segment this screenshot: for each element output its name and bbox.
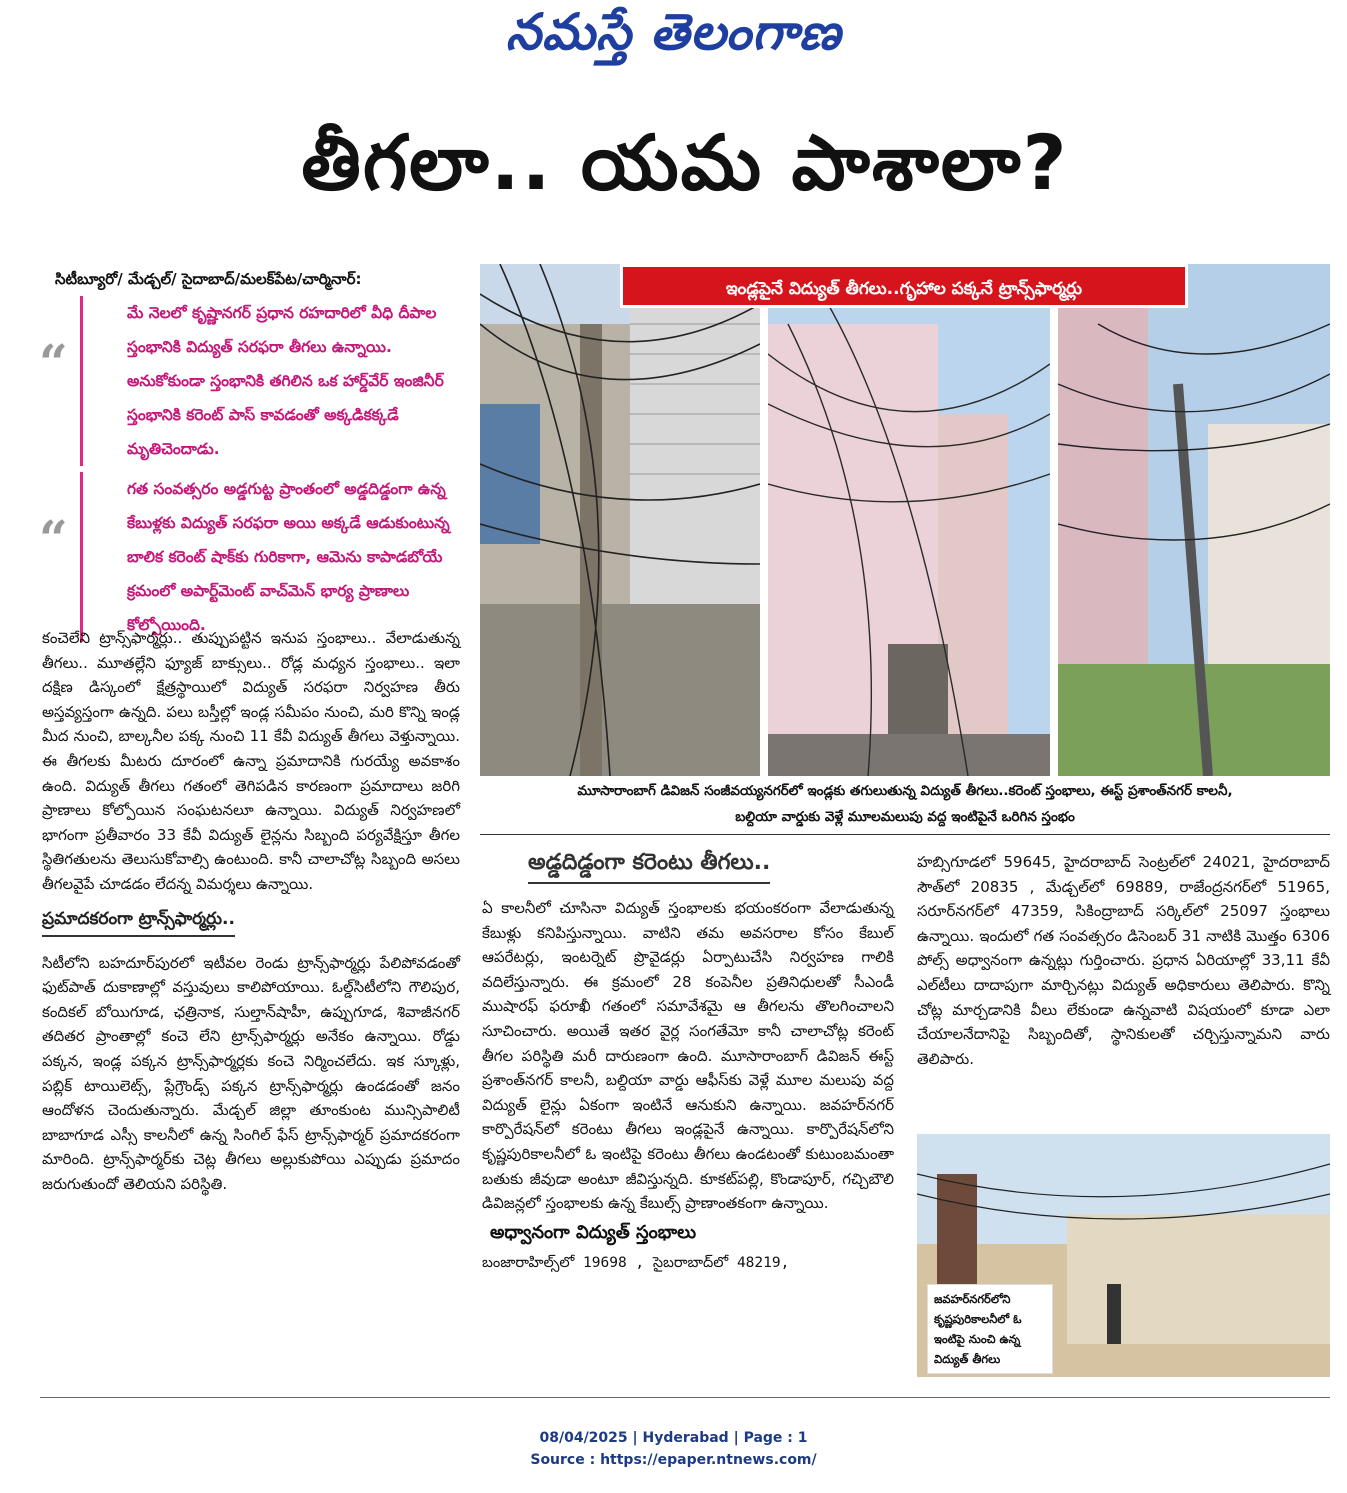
body-paragraph: హబ్సిగూడలో 59645, హైదరాబాద్ సెంట్రల్‌లో 24021, హైదరాబాద్ సౌత్‌లో 20835 , మేడ్చల్‌లో 69889, రాజేంద్రనగర్‌లో 51965, సరూర్‌నగర్‌లో 47359, సికింద్రాబాద్ సర్కిల్‌లో 25097 స్తంభాలు ఉన్నాయి. ఇందులో గత సంవత్సరం డిసెంబర్ 31 నాటికి మొత్తం 6306 పోల్స్ అధ్వానంగా ఉన్నట్లు గుర్తించారు. ప్రధాన ఏరియాల్లో 33,11 కేవీ ఎల్‌టీలు దాదాపుగా మార్చినట్లు విద్యుత్ అధికారులు తెలిపారు. కొన్ని చోట్ల మార్చడానికి వీలు లేకుండా ఉన్నవాటి విషయంలో కూడా ఎలా చేయాలనేదానిపై సిబ్బందితో, స్థానికులతో చర్చిస్తున్నామని వారు తెలిపారు.: [917, 853, 1330, 1068]
subheading: అధ్వానంగా విద్యుత్ స్తంభాలు: [490, 1221, 697, 1243]
pull-quotes: [40, 296, 460, 648]
photo-caption: మూసారాంబాగ్ డివిజన్ సంజీవయ్యనగర్‌లో ఇండ్లకు తగులుతున్న విద్యుత్ తీగలు..కరెంట్ స్తంభాలు, ఈస్ట్ ప్రశాంత్‌నగర్ కాలనీ, బల్దియా వార్డుకు వెళ్లే మూలమలుపు వద్ద ఇంటిపైనే ఒరిగిన స్తంభం: [480, 778, 1330, 835]
subheading: ప్రమాదకరంగా ట్రాన్స్‌ఫార్మర్లు..: [42, 909, 235, 937]
photo-tilted-pole: [1058, 264, 1330, 776]
small-photo: [917, 1134, 1330, 1377]
masthead-logo: నమస్తే తెలంగాణ: [505, 2, 842, 61]
pull-quote: “ గత సంవత్సరం అడ్డగుట్ట ప్రాంతంలో అడ్డదిడ్డంగా ఉన్న కేబుళ్లకు విద్యుత్ సరఫరా అయి అక్కడే ఆడుకుంటున్న బాలిక కరెంట్ షాక్‌కు గురికాగా, ఆమెను కాపాడబోయే క్రమంలో అపార్ట్‌మెంట్ వాచ్‌మెన్ భార్య ప్రాణాలు కోల్పోయింది.: [80, 472, 460, 642]
quote-mark-icon: “: [39, 333, 68, 392]
column-1: [42, 626, 460, 1196]
photo-wires-building-2: [768, 264, 1050, 776]
column-3: [917, 850, 1330, 1071]
footer: [0, 1427, 1347, 1471]
body-paragraph: బంజారాహిల్స్‌లో 19698 , సైబరాబాద్‌లో 48219,: [482, 1254, 790, 1271]
photo-caption: జవహర్‌నగర్‌లోని కృష్ణపురికాలనీలో ఓ ఇంటిపై నుంచి ఉన్న విద్యుత్ తీగలు: [927, 1284, 1053, 1374]
footer-date-page: 08/04/2025 | Hyderabad | Page : 1: [539, 1430, 808, 1446]
body-paragraph: ఏ కాలనీలో చూసినా విద్యుత్ స్తంభాలకు భయంకరంగా వేలాడుతున్న కేబుళ్లు కనిపిస్తున్నాయి. వాటిని తమ అవసరాల కోసం కేబుల్ ఆపరేటర్లు, ఇంటర్నెట్ ప్రొవైడర్లు ఏర్పాటుచేసి నిర్వహణ గాలికి వదిలేస్తున్నారు. ఈ క్రమంలో 28 కంపెనీల ప్రతినిధులతో సీఎండీ ముషారఫ్ ఫరూఖీ గతంలో సమావేశమై ఆ తీగలను తొలగించాలని సూచించారు. అయితే ఇతర వైర్ల సంగతేమో కానీ చాలాచోట్ల కరెంట్ తీగల పరిస్థితి మరీ దారుణంగా ఉంది. మూసారాంబాగ్ డివిజన్ ఈస్ట్ ప్రశాంత్‌నగర్ కాలనీ, బల్దియా వార్డు ఆఫీస్‌కు వెళ్లే మూల మలుపు వద్ద విద్యుత్ లైన్లు ఏకంగా ఇంటినే ఆనుకుని ఉన్నాయి. జవహర్‌నగర్ కార్పొరేషన్‌లో కరెంటు తీగలు ఇండ్లపైనే ఉన్నాయి. కార్పొరేషన్‌లోని కృష్ణపురికాలనీలో ఓ ఇంటిపై కరెంటు తీగలు ఉండటంతో కుటుంబమంతా బతుకు జీవుడా అంటూ జీవిస్తున్నది. కూకట్‌పల్లి, కొండాపూర్, గచ్చిబౌలి డివిజన్లలో స్తంభాలకు ఉన్న కేబుల్స్ ప్రాణాంతకంగా ఉన్నాయి.: [482, 899, 894, 1213]
photo-wires-building-1: [480, 264, 760, 776]
pull-quote: “ మే నెలలో కృష్ణానగర్ ప్రధాన రహదారిలో వీధి దీపాల స్తంభానికి విద్యుత్ సరఫరా తీగలు ఉన్నాయి. అనుకోకుండా స్తంభానికి తగిలిన ఒక హార్డ్‌వేర్ ఇంజినీర్ స్తంభానికి కరెంట్ పాస్ కావడంతో అక్కడికక్కడే మృతిచెందాడు.: [80, 296, 460, 466]
body-paragraph: సిటీలోని బహదూర్‌పురలో ఇటీవల రెండు ట్రాన్స్‌ఫార్మర్లు పేలిపోవడంతో ఫుట్‌పాత్ దుకాణాల్లో వస్తువులు కాలిపోయాయి. ఓల్డ్‌సిటీలోని గౌలిపుర, కందికల్ బోయిగూడ, ఛత్రినాక, సుల్తాన్‌షాహీ, ఉప్పుగూడ, శివాజీనగర్ తదితర ప్రాంతాల్లో కంచె లేని ట్రాన్స్‌ఫార్మర్లు అనేకం ఉన్నాయి. రోడ్డు పక్కన, ఇండ్ల పక్కన ట్రాన్స్‌ఫార్మర్లకు కంచె నిర్మించలేదు. ఇక స్కూళ్లు, పబ్లిక్ టాయిలెట్స్, ప్లేగ్రౌండ్స్ పక్కన ట్రాన్స్‌ఫార్మర్లు ఉండడంతో జనం ఆందోళన చెందుతున్నారు. మేడ్చల్ జిల్లా తూంకుంట మున్సిపాలిటీ బాబాగూడ ఎస్సీ కాలనీలో ఉన్న సింగిల్ ఫేస్ ట్రాన్స్‌ఫార్మర్ ప్రమాదకరంగా మారింది. ట్రాన్స్‌ఫార్మర్‌కు చెట్ల తీగలు అల్లుకుపోయి ఎప్పుడు ప్రమాదం జరుగుతుందో తెలియని పరిస్థితి.: [42, 953, 460, 1193]
dateline: సిటీబ్యూరో/ మేడ్చల్/ సైదాబాద్/మలక్‌పేట/చార్మినార్:: [55, 270, 362, 288]
divider: [40, 1397, 1330, 1398]
quote-mark-icon: “: [39, 509, 68, 568]
column-2: [482, 850, 894, 1275]
headline: తీగలా.. యమ పాశాలా?: [301, 118, 1069, 207]
photo-banner: ఇండ్లపైనే విద్యుత్ తీగలు..గృహాల పక్కనే ట్రాన్స్‌ఫార్మర్లు: [620, 264, 1188, 308]
body-paragraph: కంచెలేని ట్రాన్స్‌ఫార్మర్లు.. తుప్పుపట్టిన ఇనుప స్తంభాలు.. వేలాడుతున్న తీగలు.. మూతల్లేని ఫ్యూజ్ బాక్సులు.. రోడ్ల మధ్యన స్తంభాలు.. ఇలా దక్షిణ డిస్కంలో క్షేత్రస్థాయిలో విద్యుత్ సరఫరా నిర్వహణ తీరు అస్తవ్యస్తంగా ఉన్నది. పలు బస్తీల్లో ఇండ్ల సమీపం నుంచి, మరి కొన్ని ఇండ్ల మీద నుంచి, బాల్కనీల పక్క నుంచి 11 కేవీ విద్యుత్ తీగలు వెళ్తున్నాయి. ఈ తీగలకు మీటరు దూరంలో ఉన్నా ప్రమాదానికి గురయ్యే అవకాశం ఉంది. విద్యుత్ తీగలు గతంలో తెగిపడిన కారణంగా ప్రమాదాలు జరిగి ప్రాణాలు కోల్పోయిన సంఘటనలూ ఉన్నాయి. విద్యుత్ నిర్వహణలో భాగంగా ప్రతీవారం 33 కేవీ విద్యుత్ లైన్లను సిబ్బంది పర్యవేక్షిస్తూ తీగల స్థితిగతులను తెలుసుకోవాల్సి ఉంటుంది. కానీ చాలాచోట్ల సిబ్బంది అసలు తీగలవైపే చూడడం లేదన్న విమర్శలు ఉన్నాయి.: [42, 629, 460, 893]
photo-strip: [480, 264, 1330, 776]
section-heading: అడ్డదిడ్డంగా కరెంటు తీగలు..: [528, 850, 770, 884]
footer-source-link[interactable]: Source : https://epaper.ntnews.com/: [530, 1452, 817, 1468]
